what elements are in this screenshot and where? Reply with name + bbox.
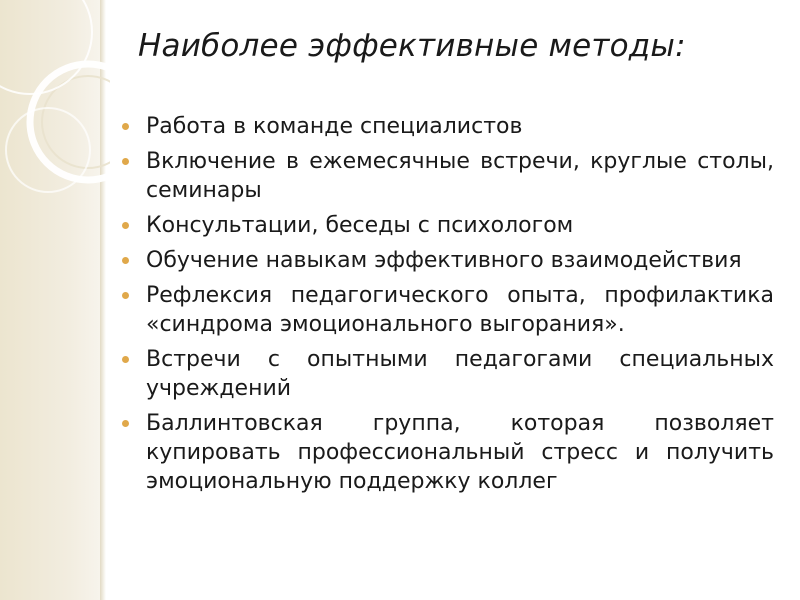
methods-list [118,112,774,502]
decorative-circles-icon [0,0,110,320]
bullet-dot-icon [122,292,129,299]
list-item-text: Консультации, беседы с психологом [146,213,574,238]
list-item-text: Рефлексия педагогического опыта, профилактика «синдрома эмоционального выгорания». [146,283,774,337]
list-item-text: Обучение навыкам эффективного взаимодействия [146,248,742,273]
list-item [118,345,774,403]
list-item [118,211,774,240]
list-item [118,112,774,141]
bullet-dot-icon [122,356,129,363]
bullet-dot-icon [122,222,129,229]
list-item-text: Баллинтовская группа, которая позволяет купировать профессиональный стресс и получить эмоциональную поддержку коллег [146,411,774,494]
slide-title: Наиболее эффективные методы: [138,28,686,64]
bullet-dot-icon [122,420,129,427]
list-item-text: Встречи с опытными педагогами специальных учреждений [146,347,774,401]
list-item-text: Работа в команде специалистов [146,114,523,139]
bullet-dot-icon [122,158,129,165]
list-item [118,246,774,275]
bullet-dot-icon [122,257,129,264]
list-item [118,409,774,496]
bullet-dot-icon [122,123,129,130]
list-item [118,147,774,205]
list-item [118,281,774,339]
list-item-text: Включение в ежемесячные встречи, круглые столы, семинары [146,149,774,203]
